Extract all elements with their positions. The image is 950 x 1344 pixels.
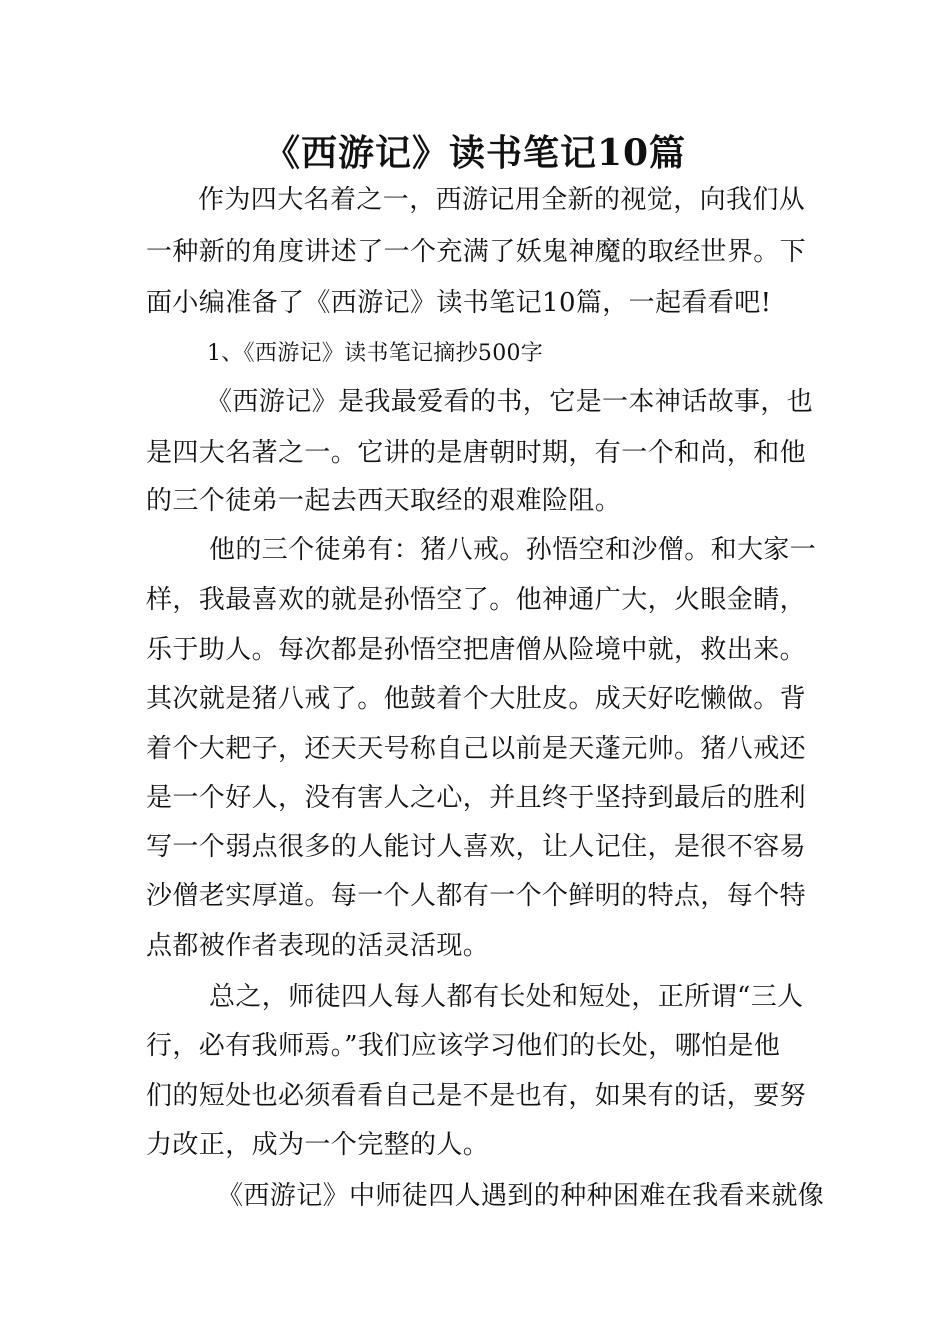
body-line-9: 样，我最喜欢的就是孙悟空了。他神通广大，火眼金睛， <box>146 585 807 615</box>
body-line-18: 行，必有我师焉。”我们应该学习他们的长处，哪怕是他 <box>146 1031 781 1061</box>
body-line-3: 面小编准备了《西游记》读书笔记10篇，一起看看吧! <box>146 288 772 318</box>
body-line-15: 沙僧老实厚道。每一个人都有一个个鲜明的特点，每个特 <box>146 881 807 911</box>
body-line-2: 一种新的角度讲述了一个充满了妖鬼神魔的取经世界。下 <box>146 237 807 267</box>
body-line-21: 《西游记》中师徒四人遇到的种种困难在我看来就像 <box>217 1181 825 1211</box>
body-line-16: 点都被作者表现的活灵活现。 <box>146 931 490 961</box>
body-line-6: 是四大名著之一。它讲的是唐朝时期，有一个和尚，和他 <box>146 438 807 468</box>
body-line-13: 是一个好人，没有害人之心，并且终于坚持到最后的胜利 <box>146 783 807 813</box>
body-line-5: 《西游记》是我最爱看的书，它是一本神话故事，也 <box>206 387 814 417</box>
body-line-8: 他的三个徒弟有：猪八戒。孙悟空和沙僧。和大家一 <box>209 535 817 565</box>
document-title: 《西游记》读书笔记10篇 <box>263 132 687 174</box>
body-line-19: 们的短处也必须看看自己是不是也有，如果有的话，要努 <box>146 1081 807 1111</box>
body-line-1: 作为四大名着之一，西游记用全新的视觉，向我们从 <box>198 185 806 215</box>
body-line-12: 着个大耙子，还天天号称自己以前是天蓬元帅。猪八戒还 <box>146 734 807 764</box>
body-line-17: 总之，师徒四人每人都有长处和短处，正所谓“三人 <box>209 982 804 1012</box>
body-line-10: 乐于助人。每次都是孙悟空把唐僧从险境中就，救出来。 <box>146 635 807 665</box>
body-line-14: 写一个弱点很多的人能讨人喜欢，让人记住，是很不容易 <box>146 832 807 862</box>
body-line-11: 其次就是猪八戒了。他鼓着个大肚皮。成天好吃懒做。背 <box>146 684 807 714</box>
section-heading-1: 1、《西游记》读书笔记摘抄500字 <box>207 341 544 366</box>
body-line-20: 力改正，成为一个完整的人。 <box>146 1130 490 1160</box>
body-line-7: 的三个徒弟一起去西天取经的艰难险阻。 <box>146 486 622 516</box>
